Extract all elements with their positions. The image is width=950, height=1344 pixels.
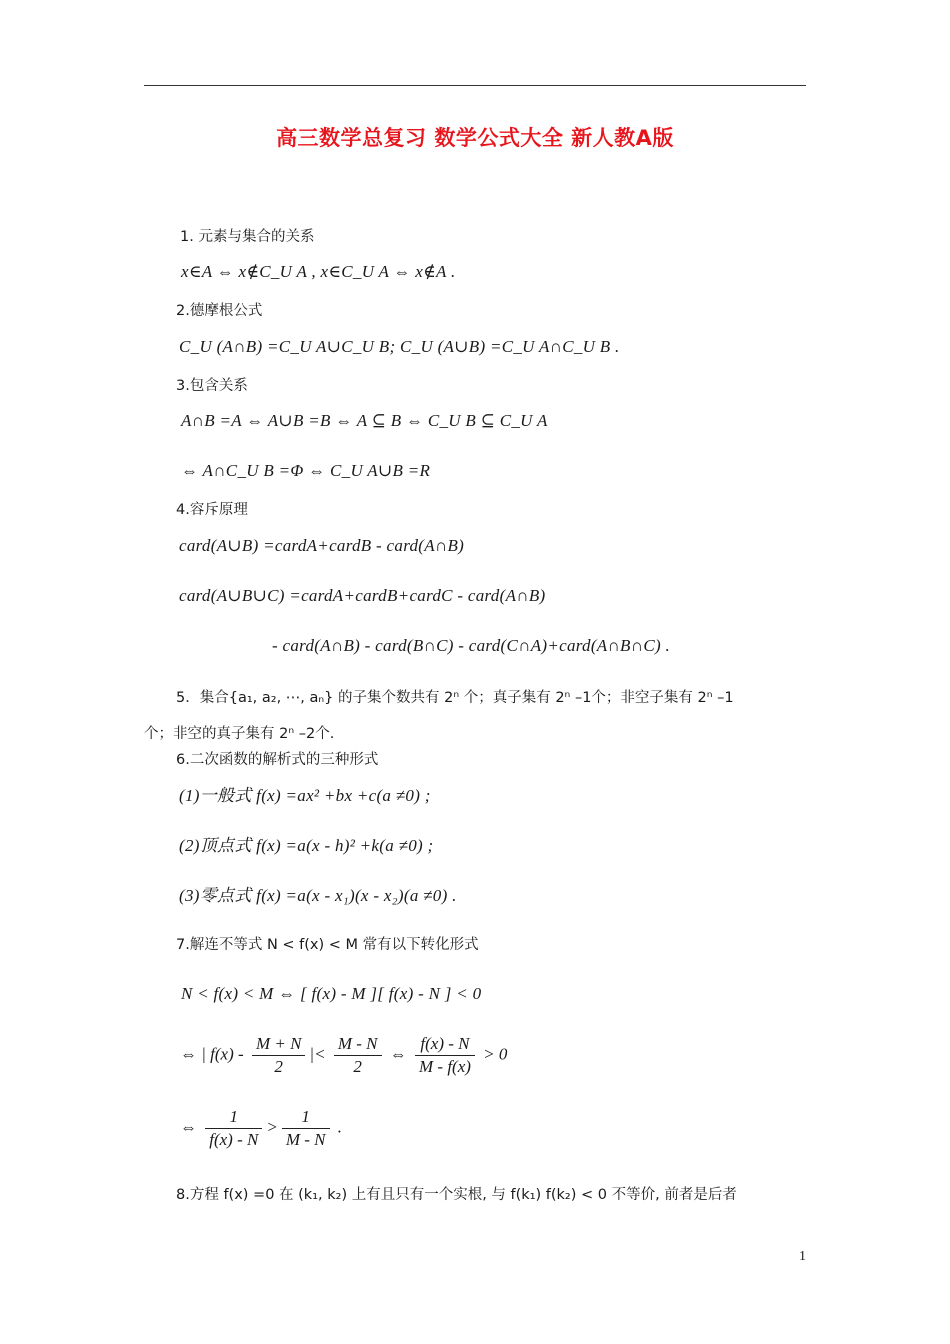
section-1-formula: x∈A ⇔ x∉C_U A , x∈C_U A ⇔ x∉A . <box>181 262 456 281</box>
section-6-heading: 6.二次函数的解析式的三种形式 <box>176 752 379 768</box>
section-5-line-2: 个；非空的真子集有 2ⁿ –2个. <box>144 726 335 742</box>
fraction-m-plus-n: $\frac{M + N}{2}$ <box>252 1034 305 1077</box>
section-7-formula-1: N < f(x) < M ⇔ [ f(x) - M ][ f(x) - N ] < 0 <box>181 984 482 1003</box>
fraction-m-minus-n: $\frac{M - N}{2}$ <box>334 1034 382 1077</box>
fraction-fx-ratio: $\frac{f(x) - N}{M - f(x)}$ <box>415 1034 475 1077</box>
section-3-heading: 3.包含关系 <box>176 378 248 394</box>
page-title: 高三数学总复习 数学公式大全 新人教A版 <box>276 126 674 150</box>
section-2-formula: C_U (A∩B) =C_U A∪C_U B; C_U (A∪B) =C_U A∩C_U B . <box>179 337 620 356</box>
section-4-heading: 4.容斥原理 <box>176 502 248 518</box>
section-6-formula-1: (1)一般式 f(x) =ax² +bx +c(a ≠0) ; <box>179 786 431 805</box>
section-4-formula-2: card(A∪B∪C) =cardA+cardB+cardC - card(A∩B) <box>179 586 546 605</box>
section-6-formula-3: (3)零点式 f(x) =a(x - x₁)(x - x₂)(a ≠0) . <box>179 886 457 905</box>
section-7-formula-2: ⇔ | f(x) - $\frac{M + N}{2}$ |< $\frac{M - N}{2}$ ⇔ $\frac{f(x) - N}{M - f(x)}$ > 0 <box>180 1034 508 1076</box>
section-3-formula-1: A∩B =A ⇔ A∪B =B ⇔ A ⊆ B ⇔ C_U B ⊆ C_U A <box>181 411 548 430</box>
fraction-reciprocal-fx: $\frac{1}{f(x) - N}$ <box>205 1107 262 1150</box>
section-6-formula-2: (2)顶点式 f(x) =a(x - h)² +k(a ≠0) ; <box>179 836 434 855</box>
section-4-formula-1: card(A∪B) =cardA+cardB - card(A∩B) <box>179 536 465 555</box>
header-rule <box>144 85 806 86</box>
section-7-formula-3: ⇔ $\frac{1}{f(x) - N}$ > $\frac{1}{M - N}$ . <box>180 1107 342 1149</box>
section-7-heading: 7.解连不等式 N < f(x) < M 常有以下转化形式 <box>176 937 479 953</box>
section-5-line-1: 5．集合{a₁, a₂, ⋯, aₙ} 的子集个数共有 2ⁿ 个；真子集有 2ⁿ –1个；非空子集有 2ⁿ –1 <box>176 690 734 706</box>
page-number: 1 <box>799 1249 806 1264</box>
section-1-heading: 1. 元素与集合的关系 <box>180 229 315 245</box>
section-8-line-1: 8.方程 f(x) =0 在 (k₁, k₂) 上有且只有一个实根, 与 f(k₁) f(k₂) < 0 不等价, 前者是后者 <box>176 1187 737 1203</box>
section-4-formula-3: - card(A∩B) - card(B∩C) - card(C∩A)+card(A∩B∩C) . <box>272 636 671 655</box>
section-2-heading: 2.德摩根公式 <box>176 303 263 319</box>
section-3-formula-2: ⇔ A∩C_U B =Φ ⇔ C_U A∪B =R <box>181 461 431 480</box>
fraction-reciprocal-mn: $\frac{1}{M - N}$ <box>282 1107 330 1150</box>
